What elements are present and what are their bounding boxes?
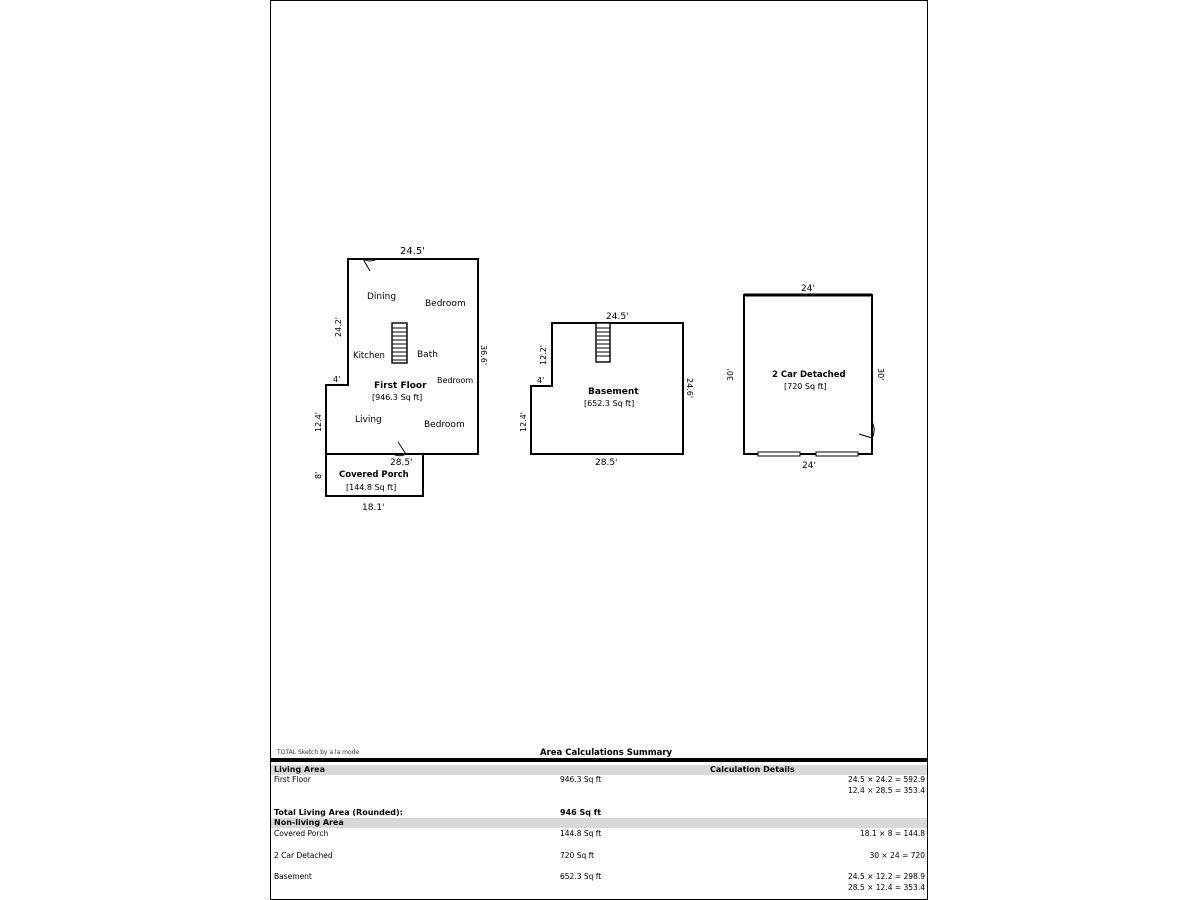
bsmt-dim-top: 24.5' bbox=[606, 312, 629, 322]
door-swing-top bbox=[363, 259, 377, 271]
software-credit: TOTAL Sketch by a la mode bbox=[277, 749, 360, 756]
row-calc-first-floor-1: 24.5 × 24.2 = 592.9 bbox=[848, 775, 925, 784]
row-calc-garage: 30 × 24 = 720 bbox=[869, 851, 925, 860]
bsmt-dim-left-upper: 12.2' bbox=[539, 344, 548, 365]
ff-dim-top: 24.5' bbox=[400, 246, 426, 257]
row-area-garage: 720 Sq ft bbox=[560, 851, 595, 860]
basement-area: [652.3 Sq ft] bbox=[584, 399, 635, 408]
total-living-value: 946 Sq ft bbox=[560, 808, 602, 817]
garage-dim-right: 30' bbox=[876, 368, 885, 381]
porch-dim-bottom: 18.1' bbox=[362, 503, 385, 513]
ff-dim-left-upper: 24.2' bbox=[334, 316, 343, 337]
ff-dim-left-lower: 12.4' bbox=[314, 411, 323, 432]
bsmt-dim-right: 24.6' bbox=[685, 378, 694, 399]
ff-dim-bottom: 28.5' bbox=[390, 458, 413, 468]
row-area-first-floor: 946.3 Sq ft bbox=[560, 775, 602, 784]
room-bedroom-2: Bedroom bbox=[437, 376, 474, 385]
row-calc-basement-2: 28.5 × 12.4 = 353.4 bbox=[848, 883, 925, 892]
total-living-label: Total Living Area (Rounded): bbox=[274, 808, 403, 817]
room-kitchen: Kitchen bbox=[353, 351, 385, 361]
room-bath: Bath bbox=[417, 350, 438, 360]
porch-label: Covered Porch bbox=[339, 470, 409, 480]
porch-area: [144.8 Sq ft] bbox=[346, 483, 397, 492]
calc-details-header: Calculation Details bbox=[710, 765, 795, 774]
sketch-sheet bbox=[270, 0, 928, 900]
row-name-basement: Basement bbox=[274, 872, 312, 881]
summary-title: Area Calculations Summary bbox=[540, 748, 673, 758]
row-name-first-floor: First Floor bbox=[274, 775, 311, 784]
summary-divider bbox=[271, 758, 927, 762]
row-area-porch: 144.8 Sq ft bbox=[560, 829, 602, 838]
porch-dim-left: 8' bbox=[314, 471, 323, 479]
garage-area: [720 Sq ft] bbox=[784, 382, 827, 391]
bsmt-dim-bottom: 28.5' bbox=[595, 458, 618, 468]
room-dining: Dining bbox=[367, 292, 397, 302]
row-calc-basement-1: 24.5 × 12.2 = 298.9 bbox=[848, 872, 925, 881]
garage-label: 2 Car Detached bbox=[772, 370, 846, 380]
living-area-header: Living Area bbox=[274, 765, 325, 774]
first-floor-area: [946.3 Sq ft] bbox=[372, 393, 423, 402]
room-living: Living bbox=[355, 415, 382, 425]
nonliving-area-header: Non-living Area bbox=[274, 818, 344, 827]
bsmt-dim-notch: 4' bbox=[537, 376, 545, 385]
bsmt-dim-left-lower: 12.4' bbox=[519, 411, 528, 432]
garage-dim-left: 30' bbox=[726, 368, 735, 381]
room-bedroom-1: Bedroom bbox=[425, 299, 466, 309]
row-calc-first-floor-2: 12.4 × 28.5 = 353.4 bbox=[848, 786, 925, 795]
garage-dim-top: 24' bbox=[801, 284, 815, 294]
nonliving-area-band bbox=[271, 818, 927, 828]
row-area-basement: 652.3 Sq ft bbox=[560, 872, 602, 881]
ff-dim-right: 36.6' bbox=[479, 345, 488, 366]
living-area-band bbox=[271, 765, 927, 775]
room-bedroom-3: Bedroom bbox=[424, 420, 465, 430]
garage-door-left bbox=[758, 452, 800, 456]
garage-dim-bottom: 24' bbox=[802, 461, 816, 471]
basement-label: Basement bbox=[588, 387, 639, 397]
first-floor-label: First Floor bbox=[374, 381, 427, 391]
row-name-garage: 2 Car Detached bbox=[274, 851, 333, 860]
row-calc-porch: 18.1 × 8 = 144.8 bbox=[859, 829, 925, 838]
stairs-first-floor bbox=[392, 323, 407, 363]
floor-plan-drawing bbox=[271, 1, 927, 741]
row-name-porch: Covered Porch bbox=[274, 829, 329, 838]
ff-dim-notch: 4' bbox=[333, 375, 341, 384]
stairs-basement bbox=[596, 323, 610, 362]
garage-door-right bbox=[816, 452, 858, 456]
